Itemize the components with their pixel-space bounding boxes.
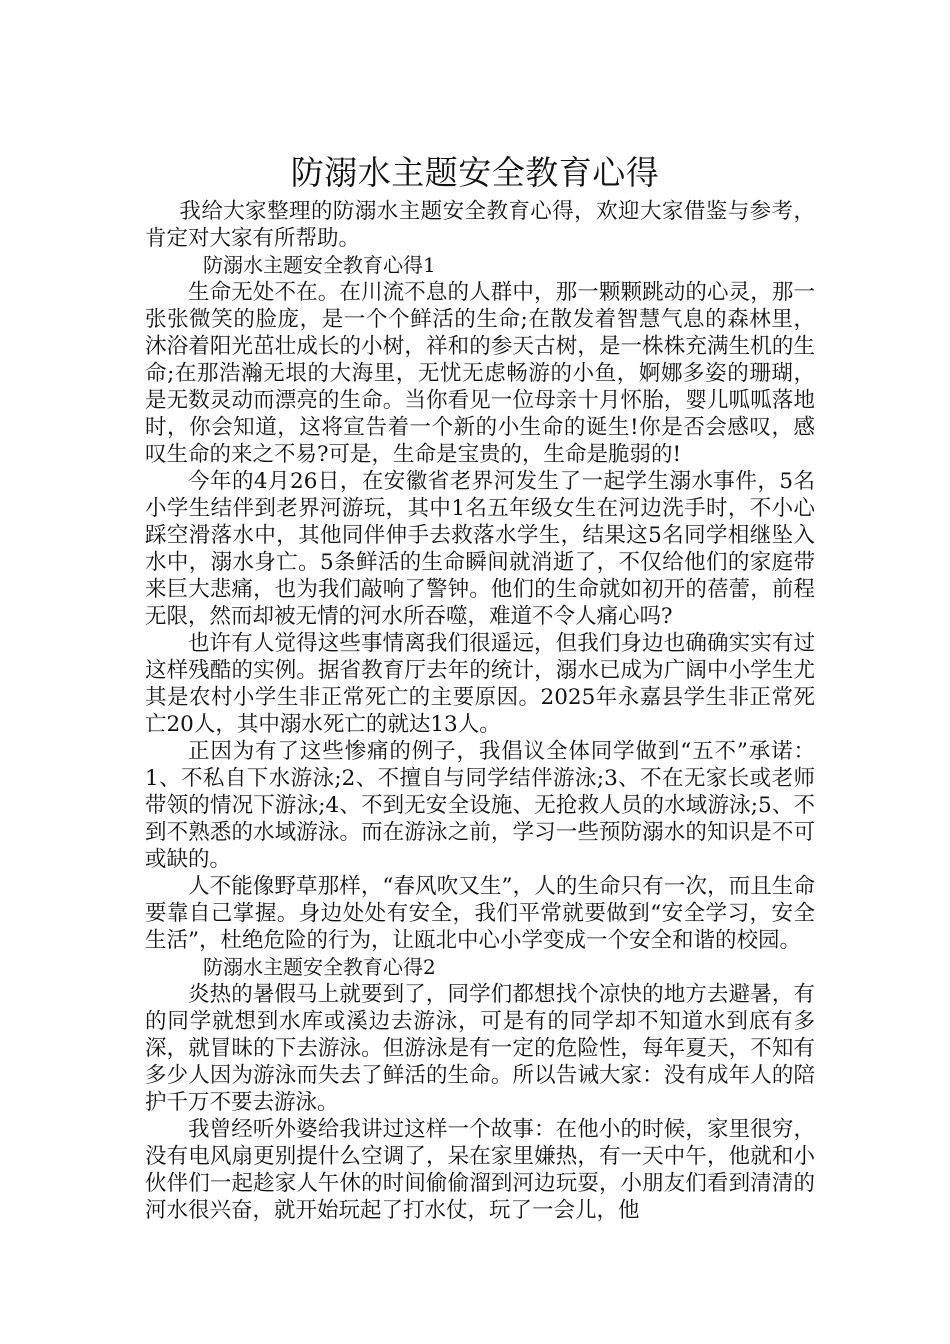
section-1-paragraph: 人不能像野草那样，“春风吹又生”，人的生命只有一次，而且生命要靠自己掌握。身边处处有安全，我们平常就要做到“安全学习，安全生活”，杜绝危险的行为，让瓯北中心小学变成一个安全和谐的校园。 (145, 874, 815, 953)
section-1-paragraph: 今年的4月26日，在安徽省老界河发生了一起学生溺水事件，5名小学生结伴到老界河游玩，其中1名五年级女生在河边洗手时，不小心踩空滑落水中，其他同伴伸手去救落水学生，结果这5名同学相继坠入水中，溺水身亡。5条鲜活的生命瞬间就消逝了，不仅给他们的家庭带来巨大悲痛，也为我们敲响了警钟。他们的生命就如初开的蓓蕾，前程无限，然而却被无情的河水所吞噬，难道不令人痛心吗? (145, 469, 815, 629)
section-2-paragraph: 炎热的暑假马上就要到了，同学们都想找个凉快的地方去避暑，有的同学就想到水库或溪边去游泳，可是有的同学却不知道水到底有多深，就冒昧的下去游泳。但游泳是有一定的危险性，每年夏天，不知有多少人因为游泳而失去了鲜活的生命。所以告诫大家：没有成年人的陪护千万不要去游泳。 (145, 982, 815, 1115)
section-2-heading: 防溺水主题安全教育心得2 (203, 955, 436, 979)
document-body (145, 198, 815, 1224)
section-1-paragraph: 也许有人觉得这些事情离我们很遥远，但我们身边也确确实实有过这样残酷的实例。据省教育厅去年的统计，溺水已成为广阔中小学生尤其是农村小学生非正常死亡的主要原因。2025年永嘉县学生非正常死亡20人，其中溺水死亡的就达13人。 (145, 631, 815, 737)
intro-paragraph: 我给大家整理的防溺水主题安全教育心得，欢迎大家借鉴与参考，肯定对大家有所帮助。 (145, 199, 815, 251)
section-1-paragraph: 生命无处不在。在川流不息的人群中，那一颗颗跳动的心灵，那一张张微笑的脸庞，是一个个鲜活的生命;在散发着智慧气息的森林里，沐浴着阳光茁壮成长的小树，祥和的参天古树，是一株株充满生机的生命;在那浩瀚无垠的大海里，无忧无虑畅游的小鱼，婀娜多姿的珊瑚，是无数灵动而漂亮的生命。当你看见一位母亲十月怀胎，婴儿呱呱落地时，你会知道，这将宣告着一个新的小生命的诞生!你是否会感叹，感叹生命的来之不易?可是，生命是宝贵的，生命是脆弱的! (145, 280, 815, 467)
document-title: 防溺水主题安全教育心得 (290, 153, 660, 193)
section-1-heading: 防溺水主题安全教育心得1 (203, 253, 436, 277)
section-1-paragraph: 正因为有了这些惨痛的例子，我倡议全体同学做到“五不”承诺：1、不私自下水游泳;2、不擅自与同学结伴游泳;3、不在无家长或老师带领的情况下游泳;4、不到无安全设施、无抢救人员的水域游泳;5、不到不熟悉的水域游泳。而在游泳之前，学习一些预防溺水的知识是不可或缺的。 (145, 739, 815, 872)
section-2-paragraph: 我曾经听外婆给我讲过这样一个故事：在他小的时候，家里很穷，没有电风扇更别提什么空调了，呆在家里嫌热，有一天中午，他就和小伙伴们一起趁家人午休的时间偷偷溜到河边玩耍，小朋友们看到清清的河水很兴奋，就开始玩起了打水仗，玩了一会儿，他 (145, 1117, 815, 1223)
